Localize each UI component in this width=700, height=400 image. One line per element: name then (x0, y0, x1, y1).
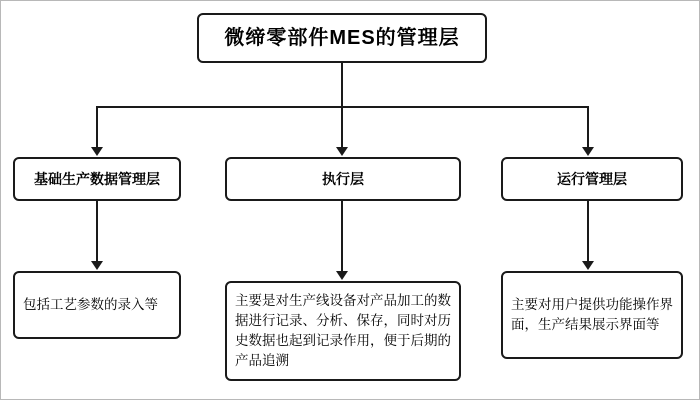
connector-level-desc-right (587, 201, 589, 263)
node-root-label: 微缔零部件MES的管理层 (224, 27, 460, 49)
connector-level-desc-center (341, 201, 343, 273)
node-desc-basic-data (13, 271, 181, 339)
arrow-down-center-icon (336, 147, 348, 156)
node-level-basic-data (13, 157, 181, 201)
connector-root-stem (341, 63, 343, 107)
node-level-operation-management (501, 157, 683, 201)
node-level-execution (225, 157, 461, 201)
arrow-down-left-icon (91, 147, 103, 156)
connector-level-desc-left (96, 201, 98, 263)
node-level-basic-data-label: 基础生产数据管理层 (34, 170, 160, 187)
arrow-down-desc-left-icon (91, 261, 103, 270)
connector-drop-right (587, 106, 589, 149)
node-desc-operation-management-label: 主要对用户提供功能操作界面，生产结果展示界面等 (511, 296, 673, 332)
node-level-operation-management-label: 运行管理层 (557, 170, 627, 187)
node-desc-execution-label: 主要是对生产线设备对产品加工的数据进行记录、分析、保存，同时对历史数据也起到记录作用，便于后期的产品追溯 (235, 292, 451, 369)
node-root (197, 13, 487, 63)
node-desc-basic-data-label: 包括工艺参数的录入等 (23, 296, 158, 312)
connector-drop-center (341, 106, 343, 149)
arrow-down-desc-right-icon (582, 261, 594, 270)
node-level-execution-label: 执行层 (322, 170, 364, 187)
connector-drop-left (96, 106, 98, 149)
node-desc-operation-management (501, 271, 683, 359)
node-desc-execution (225, 281, 461, 381)
arrow-down-right-icon (582, 147, 594, 156)
arrow-down-desc-center-icon (336, 271, 348, 280)
